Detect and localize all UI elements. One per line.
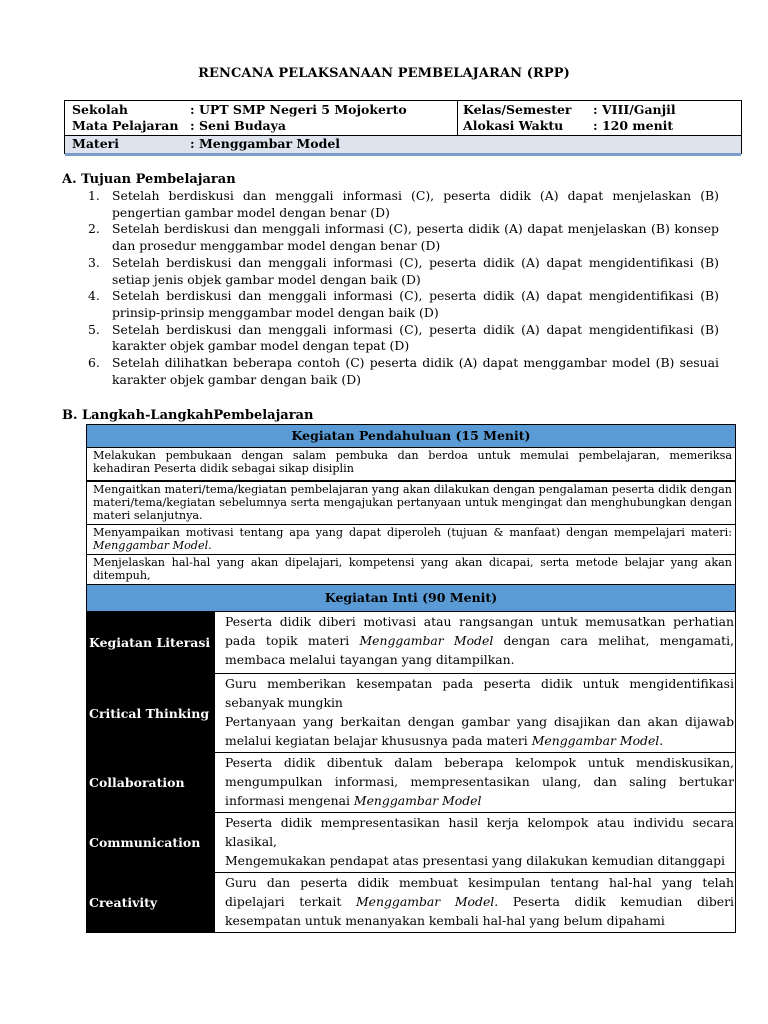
sekolah-label: Sekolah [72,102,128,117]
row-text: Peserta didik dibentuk dalam beberapa kelompok untuk mendiskusikan, mengumpulkan informasi, mempresentasikan ulang, dan saling bertukar informasi mengenai [225,755,734,808]
list-number: 6. [88,355,100,371]
list-text: Setelah berdiskusi dan menggali informasi (C), peserta didik (A) dapat mengidentifikasi (B) karakter objek gambar model dengan tepat (D) [112,321,719,354]
sekolah-value: : UPT SMP Negeri 5 Mojokerto [190,102,407,117]
materi-label: Materi [72,136,119,151]
list-number: 4. [88,288,100,304]
list-number: 1. [88,188,100,203]
materi-row [65,136,741,156]
row-label: Creativity [87,873,215,932]
row-text: Peserta didik mempresentasikan hasil kerja kelompok atau individu secara klasikal, [225,815,734,849]
row-label: Collaboration [87,753,215,812]
table-row: Melakukan pembukaan dengan salam pembuka dan berdoa untuk memulai pembelajaran, memeriksa kehadiran Peserta didik sebagai sikap disiplin [86,448,736,481]
list-item [88,288,719,321]
row-body [215,873,735,932]
row-text-after: Peserta didik kemudian diberi kesempatan untuk menanyakan kembali hal-hal yang belum dipahami [225,894,735,928]
list-text: Setelah berdiskusi dan menggali informasi (C), peserta didik (A) dapat mengidentifikasi (B) setiap jenis objek gambar model dengan baik (D) [112,254,719,287]
list-number: 5. [88,321,100,337]
list-item [88,188,719,221]
row-text: Mengemukakan pendapat atas presentasi yang dilakukan kemudian ditanggapi [225,853,725,868]
identity-divider [457,101,458,135]
table-row [86,674,736,753]
row-text-after: dengan cara melihat, mengamati, membaca melalui tayangan yang ditampilkan. [225,633,734,667]
row-text: Guru memberikan kesempatan pada peserta didik untuk mengidentifikasi sebanyak mungkin [225,676,734,710]
kelas-label: Kelas/Semester [463,102,572,117]
table-row [86,753,736,813]
table-row [86,873,736,933]
table-row: Menjelaskan hal-hal yang akan dipelajari, kompetensi yang akan dicapai, serta metode belajar yang akan ditempuh, [86,555,736,585]
list-text: Setelah berdiskusi dan menggali informasi (C), peserta didik (A) dapat mengidentifikasi (B) prinsip-prinsip menggambar model dengan baik (D) [112,288,719,320]
kelas-value: : VIII/Ganjil [593,102,676,117]
list-text: Setelah dilihatkan beberapa contoh (C) peserta didik (A) dapat menggambar model (B) sesuai karakter objek gambar dengan baik (D) [112,355,719,387]
list-text: Setelah berdiskusi dan menggali informasi (C), peserta didik (A) dapat menjelaskan (B) konsep dan prosedur menggambar model dengan benar (D) [112,221,719,254]
row-body [215,813,735,872]
alokasi-label: Alokasi Waktu [463,118,564,133]
row-italic: Menggambar Model [353,793,482,808]
row-italic: Menggambar Model. [355,894,499,909]
row-italic: Menggambar Model [531,733,660,748]
row-italic: Menggambar Model [93,539,209,553]
mapel-value: : Seni Budaya [190,118,286,133]
table-row [86,813,736,873]
row-after: . [208,539,212,553]
steps-table [86,424,736,933]
section-b-heading: B. Langkah-LangkahPembelajaran [62,408,314,423]
row-text: Guru dan peserta didik membuat kesimpulan tentang hal-hal yang telah dipelajari terkait [225,875,734,909]
list-item [88,221,719,254]
table-row [86,612,736,674]
pendahuluan-header: Kegiatan Pendahuluan (15 Menit) [86,424,736,448]
list-item [88,322,719,355]
row-text: Peserta didik diberi motivasi atau rangsangan untuk memusatkan perhatian pada topik materi [225,614,734,648]
row-body [215,674,735,752]
list-item [88,355,719,388]
row-body [215,612,735,673]
row-text: Pertanyaan yang berkaitan dengan gambar yang disajikan dan akan dijawab melalui kegiatan belajar khususnya pada materi [225,714,734,748]
table-row [86,525,736,555]
row-text-after: . [659,733,664,748]
row-label: Critical Thinking [87,674,215,752]
page-title: RENCANA PELAKSANAAN PEMBELAJARAN (RPP) [198,66,570,81]
list-text: Setelah berdiskusi dan menggali informasi (C), peserta didik (A) dapat menjelaskan (B) pengertian gambar model dengan benar (D) [112,188,719,220]
table-row: Mengaitkan materi/tema/kegiatan pembelajaran yang akan dilakukan dengan pengalaman peserta didik dengan materi/tema/kegiatan sebelumnya serta mengajukan pertanyaan untuk mengingat dan menghubungkan dengan materi selanjutnya. [86,481,736,525]
list-number: 2. [88,221,100,237]
row-body [215,753,735,812]
row-italic: Menggambar Model [359,633,494,648]
materi-value: : Menggambar Model [190,136,341,151]
goals-list [88,188,719,388]
identity-table [64,100,742,154]
row-label: Kegiatan Literasi [87,612,215,673]
row-text: Menyampaikan motivasi tentang apa yang dapat diperoleh (tujuan & manfaat) dengan mempelajari materi: [93,526,732,539]
list-number: 3. [88,254,100,270]
row-label: Communication [87,813,215,872]
section-a-heading: A. Tujuan Pembelajaran [62,172,236,187]
inti-header: Kegiatan Inti (90 Menit) [86,585,736,612]
list-item [88,255,719,288]
alokasi-value: : 120 menit [593,118,674,133]
mapel-label: Mata Pelajaran [72,118,179,133]
